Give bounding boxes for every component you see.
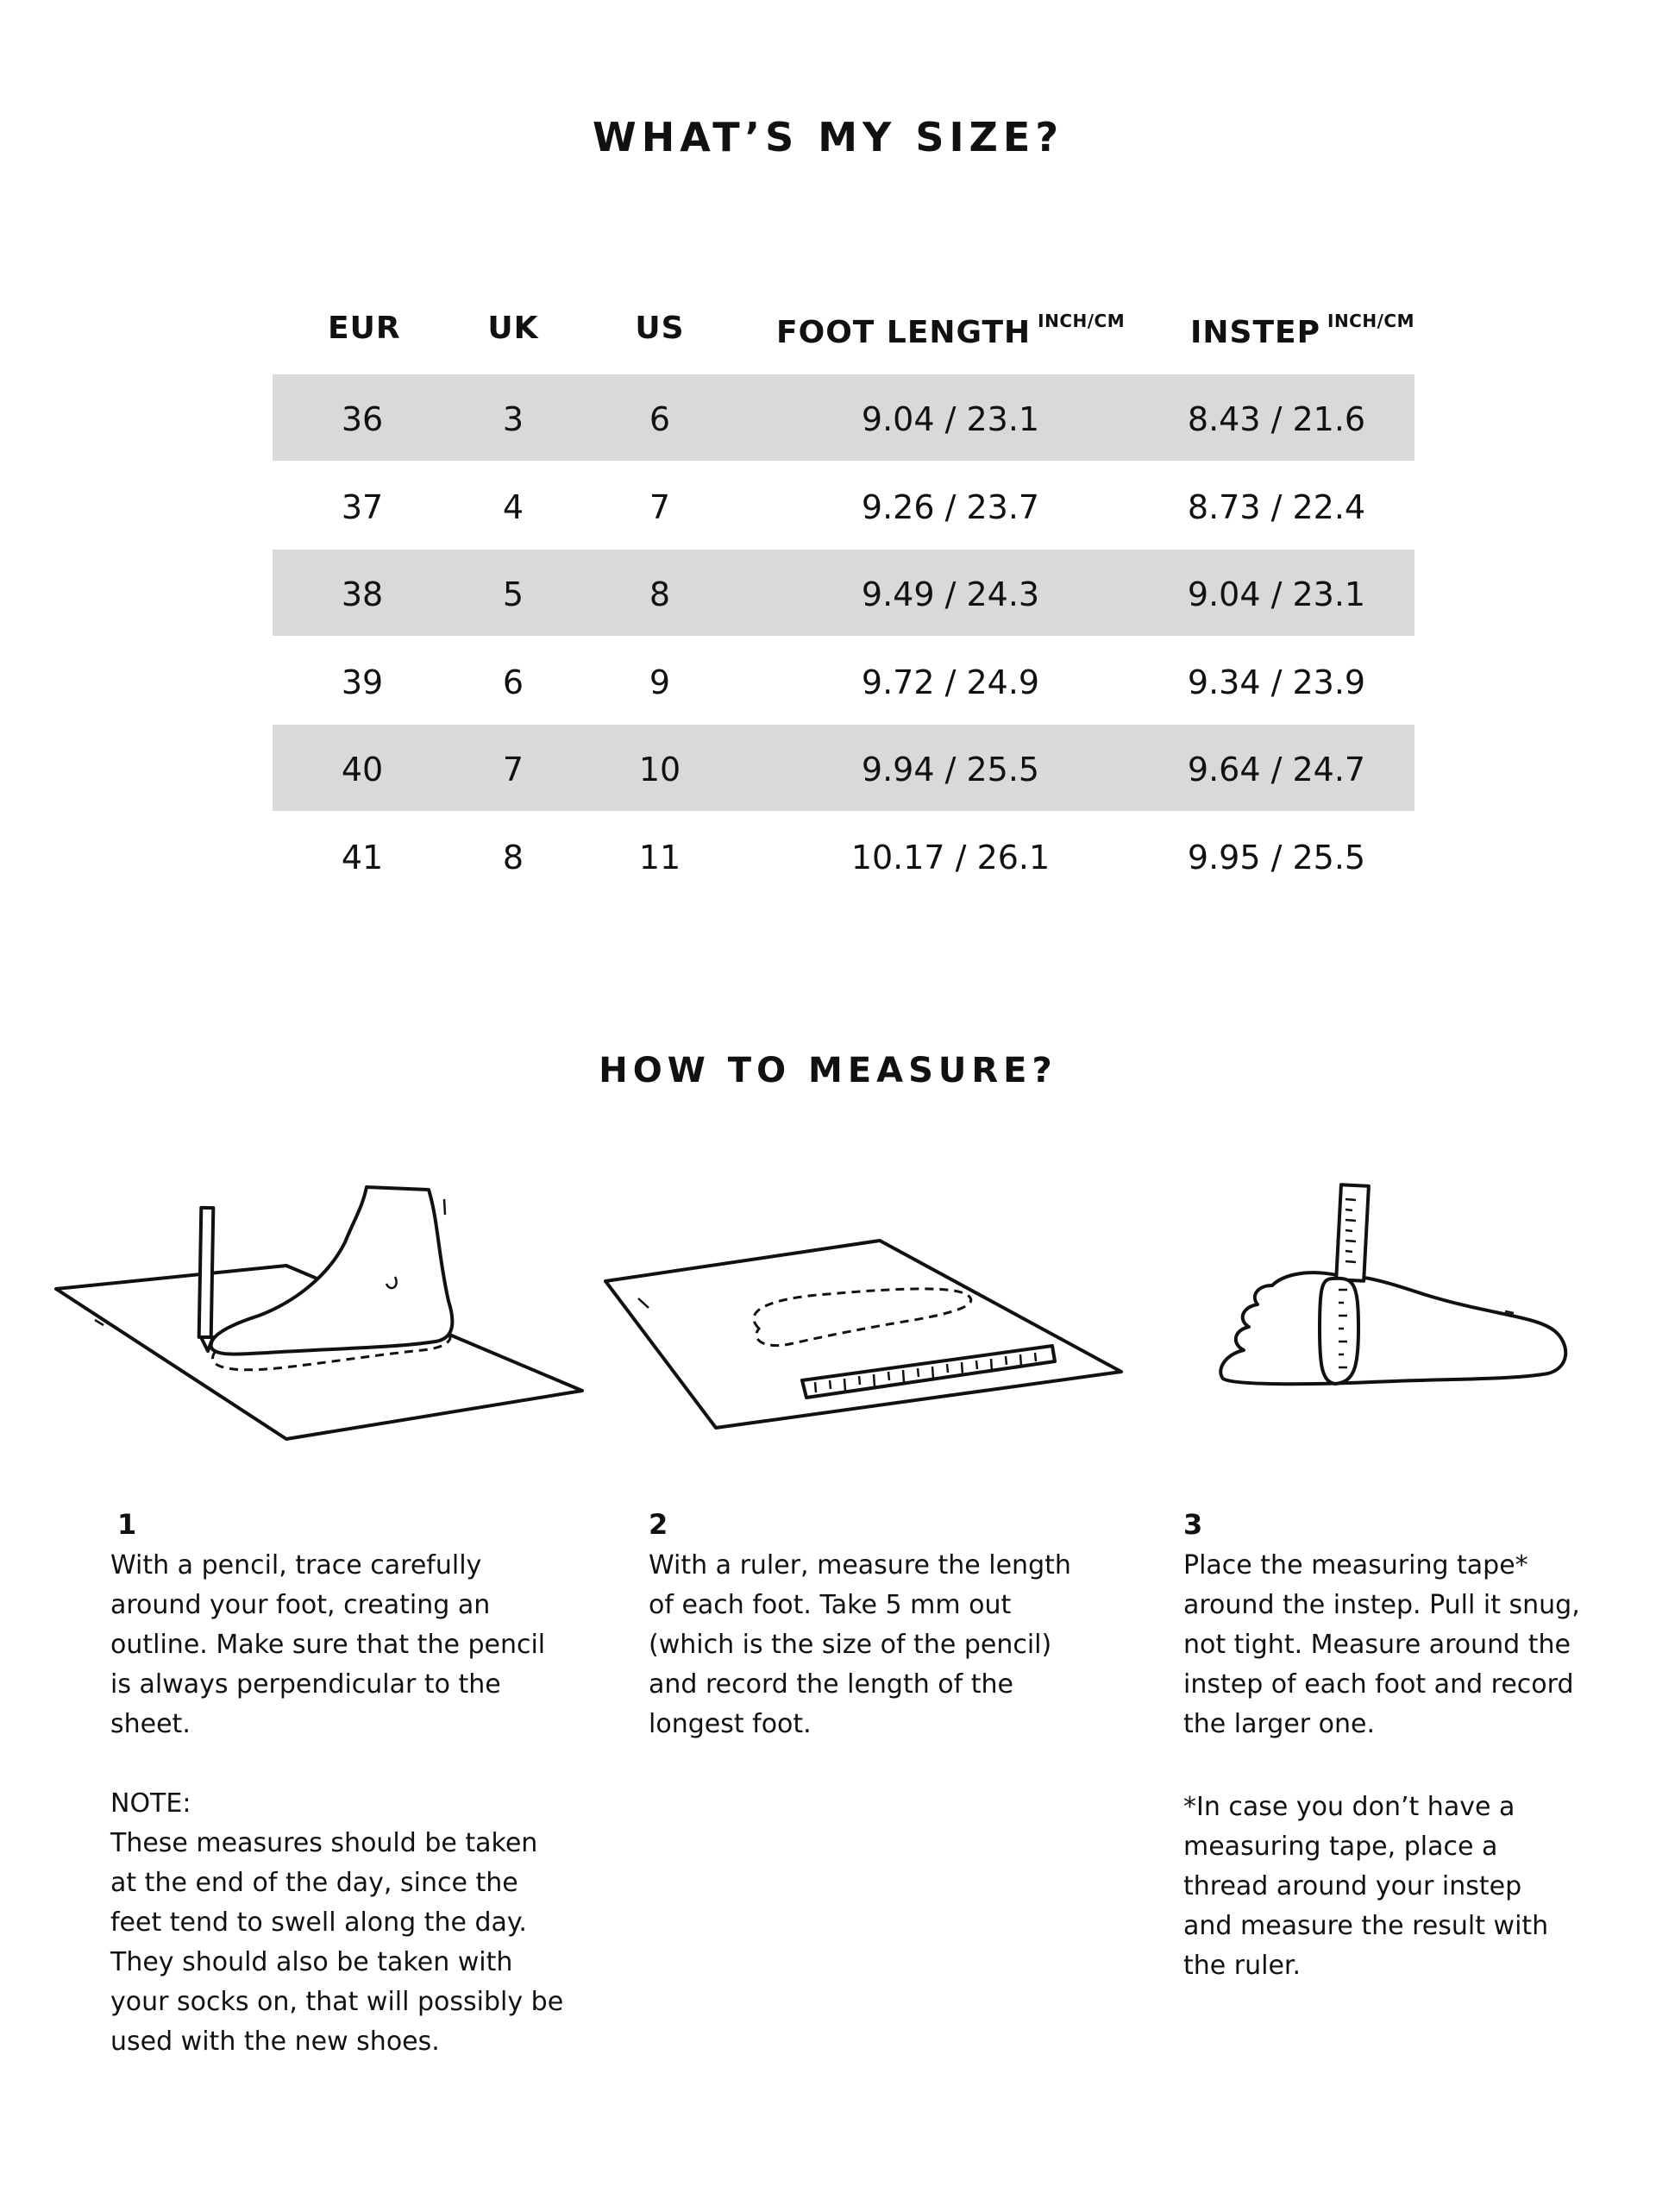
header-foot-length-label: FOOT LENGTH [776, 315, 1032, 350]
step-number-1: 1 [117, 1508, 137, 1541]
cell-eur: 39 [341, 663, 384, 701]
cell-foot-length: 9.26 / 23.7 [861, 487, 1040, 526]
cell-eur: 38 [341, 575, 384, 613]
cell-eur: 41 [341, 838, 384, 877]
cell-uk: 7 [502, 751, 524, 789]
header-instep-unit: INCH/CM [1327, 311, 1414, 331]
cell-instep: 9.04 / 23.1 [1187, 575, 1366, 613]
cell-foot-length: 9.04 / 23.1 [861, 400, 1040, 438]
cell-uk: 4 [502, 487, 524, 526]
cell-foot-length: 9.94 / 25.5 [861, 751, 1040, 789]
cell-us: 6 [649, 400, 671, 438]
cell-uk: 3 [502, 400, 524, 438]
step-3-text: Place the measuring tape* around the instep. Pull it snug, not tight. Measure around the instep of each foot and record the larger one. [1183, 1550, 1580, 1739]
pencil-trace-foot-icon [52, 1173, 595, 1449]
ruler-footprint-icon [604, 1234, 1130, 1432]
cell-instep: 9.34 / 23.9 [1187, 663, 1366, 701]
header-foot-length-unit: INCH/CM [1038, 311, 1126, 331]
page-title: WHAT’S MY SIZE? [592, 114, 1064, 160]
cell-uk: 5 [502, 575, 524, 613]
header-uk: UK [487, 311, 539, 346]
cell-eur: 37 [341, 487, 384, 526]
step-3-note: *In case you don’t have a measuring tape, place a thread around your instep and measure the result with the ruler. [1183, 1792, 1549, 1981]
cell-uk: 6 [502, 663, 524, 701]
cell-us: 7 [649, 487, 671, 526]
step-number-2: 2 [649, 1508, 668, 1541]
cell-instep: 8.43 / 21.6 [1187, 400, 1366, 438]
header-instep-label: INSTEP [1190, 315, 1320, 350]
cell-eur: 40 [341, 751, 384, 789]
cell-uk: 8 [502, 838, 524, 877]
cell-us: 8 [649, 575, 671, 613]
header-instep [1164, 311, 1440, 350]
step-1-note: NOTE: These measures should be taken at the end of the day, since the feet tend to swell along the day. They should also be taken with your socks on, that will possibly be used with the new shoes. [110, 1788, 564, 2057]
cell-us: 10 [638, 751, 681, 789]
cell-foot-length: 9.72 / 24.9 [861, 663, 1040, 701]
cell-instep: 9.95 / 25.5 [1187, 838, 1366, 877]
section-title-how-to-measure: HOW TO MEASURE? [599, 1051, 1057, 1090]
step-2-text: With a ruler, measure the length of each foot. Take 5 mm out (which is the size of the pencil) and record the length of the longest foot. [649, 1550, 1071, 1739]
header-us: US [635, 311, 685, 346]
cell-eur: 36 [341, 400, 384, 438]
tape-instep-icon [1208, 1182, 1570, 1398]
cell-foot-length: 9.49 / 24.3 [861, 575, 1040, 613]
header-eur: EUR [328, 311, 401, 346]
cell-us: 11 [638, 838, 681, 877]
step-number-3: 3 [1183, 1508, 1203, 1541]
header-foot-length [776, 311, 1126, 350]
cell-us: 9 [649, 663, 671, 701]
step-1-text: With a pencil, trace carefully around your foot, creating an outline. Make sure that the pencil is always perpendicular to the sheet. [110, 1550, 546, 1739]
cell-instep: 8.73 / 22.4 [1187, 487, 1366, 526]
cell-instep: 9.64 / 24.7 [1187, 751, 1366, 789]
cell-foot-length: 10.17 / 26.1 [850, 838, 1051, 877]
